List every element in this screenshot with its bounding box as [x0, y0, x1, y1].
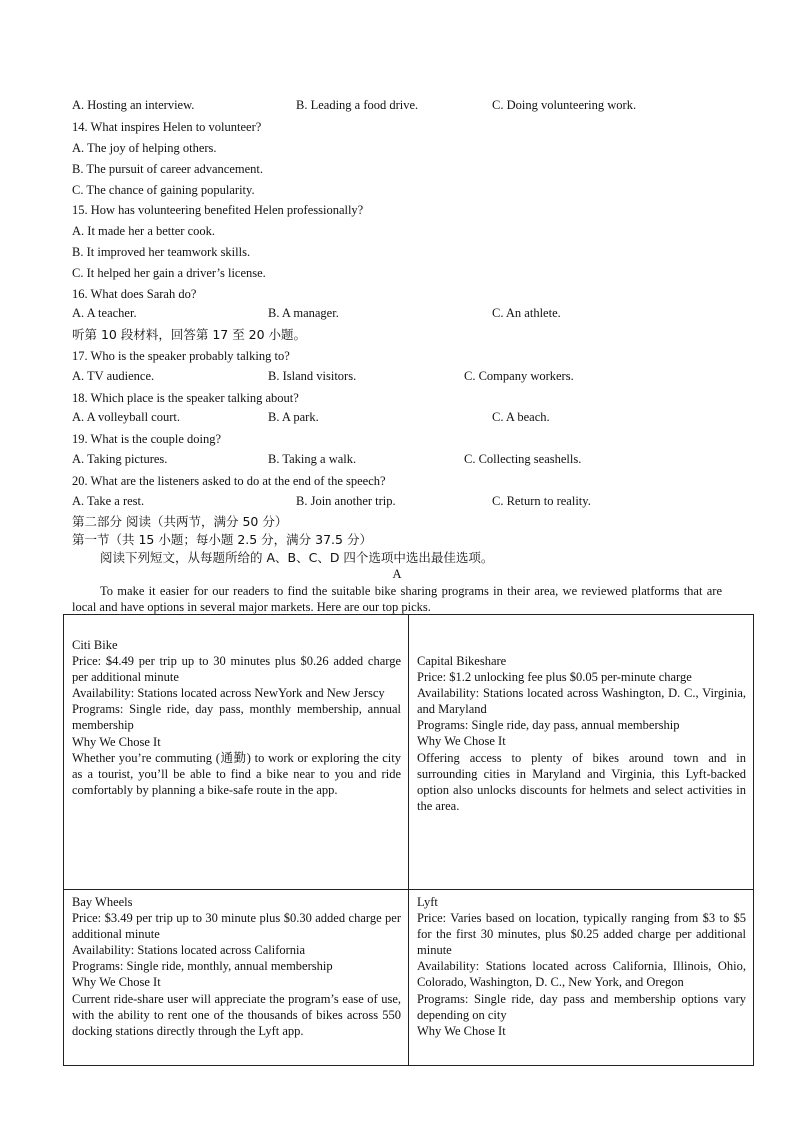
- card-programs: Programs: Single ride, day pass, monthly membership, annual membership: [72, 702, 401, 733]
- q13-option-c: C. Doing volunteering work.: [492, 98, 637, 112]
- card-availability: Availability: Stations located across California: [72, 943, 306, 958]
- q16-option-c: C. An athlete.: [492, 306, 561, 320]
- card-programs: Programs: Single ride, day pass and membership options vary depending on city: [417, 991, 746, 1022]
- q20-option-a: A. Take a rest.: [72, 494, 145, 508]
- q17-question: 17. Who is the speaker probably talking to?: [72, 349, 290, 363]
- card-programs: Programs: Single ride, monthly, annual membership: [72, 959, 333, 974]
- card-why-heading: Why We Chose It: [417, 734, 506, 749]
- q20-question: 20. What are the listeners asked to do at the end of the speech?: [72, 474, 386, 488]
- card-why-heading: Why We Chose It: [72, 975, 161, 990]
- card-name: Citi Bike: [72, 638, 118, 652]
- card-why-heading: Why We Chose It: [72, 734, 161, 749]
- q20-option-b: B. Join another trip.: [296, 494, 396, 508]
- q13-option-b: B. Leading a food drive.: [296, 98, 419, 112]
- q17-option-c: C. Company workers.: [464, 369, 574, 383]
- q13-option-a: A. Hosting an interview.: [72, 98, 195, 112]
- q14-option-b: B. The pursuit of career advancement.: [72, 162, 264, 176]
- q15-option-a: A. It made her a better cook.: [72, 224, 215, 238]
- card-lyft: [409, 890, 754, 1066]
- card-availability: Availability: Stations located across California, Illinois, Ohio, Colorado, Washington, D. C., New York, and Oregon: [417, 959, 746, 990]
- q14-question: 14. What inspires Helen to volunteer?: [72, 120, 262, 134]
- q18-question: 18. Which place is the speaker talking about?: [72, 391, 299, 405]
- q15-question: 15. How has volunteering benefited Helen professionally?: [72, 203, 364, 217]
- card-name: Lyft: [417, 895, 438, 909]
- q17-option-a: A. TV audience.: [72, 369, 155, 383]
- q19-option-c: C. Collecting seashells.: [464, 452, 582, 466]
- card-why-heading: Why We Chose It: [417, 1023, 506, 1038]
- passage-label: A: [392, 567, 402, 581]
- q19-question: 19. What is the couple doing?: [72, 432, 222, 446]
- q16-option-a: A. A teacher.: [72, 306, 137, 320]
- q18-option-b: B. A park.: [268, 410, 319, 424]
- section-10-instruction: 听第 10 段材料，回答第 17 至 20 小题。: [72, 327, 307, 342]
- q18-option-a: A. A volleyball court.: [72, 410, 180, 424]
- card-name: Capital Bikeshare: [417, 654, 507, 668]
- q15-option-b: B. It improved her teamwork skills.: [72, 245, 251, 259]
- q20-option-c: C. Return to reality.: [492, 494, 591, 508]
- q16-option-b: B. A manager.: [268, 306, 339, 320]
- part-2-heading: 第二部分 阅读（共两节，满分 50 分）: [72, 514, 288, 529]
- q15-option-c: C. It helped her gain a driver’s license.: [72, 266, 266, 280]
- q14-option-a: A. The joy of helping others.: [72, 141, 217, 155]
- q14-option-c: C. The chance of gaining popularity.: [72, 183, 255, 197]
- card-price: Price: $1.2 unlocking fee plus $0.05 per-minute charge: [417, 670, 692, 685]
- card-price: Price: $4.49 per trip up to 30 minutes plus $0.26 added charge per additional minute: [72, 654, 401, 685]
- card-price: Price: $3.49 per trip up to 30 minute plus $0.30 added charge per additional minute: [72, 911, 401, 942]
- card-why-text: Offering access to plenty of bikes around town and in surrounding cities in Maryland and Virginia, this Lyft-backed option also unlocks discounts for helmets and select activities in the area.: [417, 750, 746, 813]
- q18-option-c: C. A beach.: [492, 410, 550, 424]
- card-name: Bay Wheels: [72, 895, 133, 909]
- card-price: Price: Varies based on location, typically ranging from $3 to $5 for the first 30 minutes, plus $0.25 added charge per additional minute: [417, 911, 746, 958]
- card-availability: Availability: Stations located across NewYork and New Jerscy: [72, 686, 385, 701]
- q16-question: 16. What does Sarah do?: [72, 287, 197, 301]
- q19-option-b: B. Taking a walk.: [268, 452, 357, 466]
- card-why-text: Whether you’re commuting (通勤) to work or exploring the city as a tourist, you’ll be able to find a bike near to you and ride comfortably by planning a bike-safe route in the app.: [72, 750, 401, 797]
- card-bay-wheels: [64, 890, 409, 1066]
- reading-instruction: 阅读下列短文，从每题所给的 A、B、C、D 四个选项中选出最佳选项。: [100, 550, 494, 565]
- passage-intro: To make it easier for our readers to find the suitable bike sharing programs in their area, we reviewed platforms that are local and have options in several major markets. Here are our top picks.: [72, 584, 722, 614]
- card-programs: Programs: Single ride, day pass, annual membership: [417, 718, 680, 733]
- card-citi-bike: [64, 615, 409, 890]
- q19-option-a: A. Taking pictures.: [72, 452, 168, 466]
- card-availability: Availability: Stations located across Washington, D. C., Virginia, and Maryland: [417, 686, 746, 717]
- section-1-heading: 第一节（共 15 小题；每小题 2.5 分，满分 37.5 分）: [72, 532, 372, 547]
- card-why-text: Current ride-share user will appreciate the program’s ease of use, with the ability to rent one of the thousands of bikes across 550 docking stations directly through the Lyft app.: [72, 991, 401, 1038]
- bike-sharing-table: [63, 614, 754, 1066]
- card-capital-bikeshare: [409, 615, 754, 890]
- q17-option-b: B. Island visitors.: [268, 369, 357, 383]
